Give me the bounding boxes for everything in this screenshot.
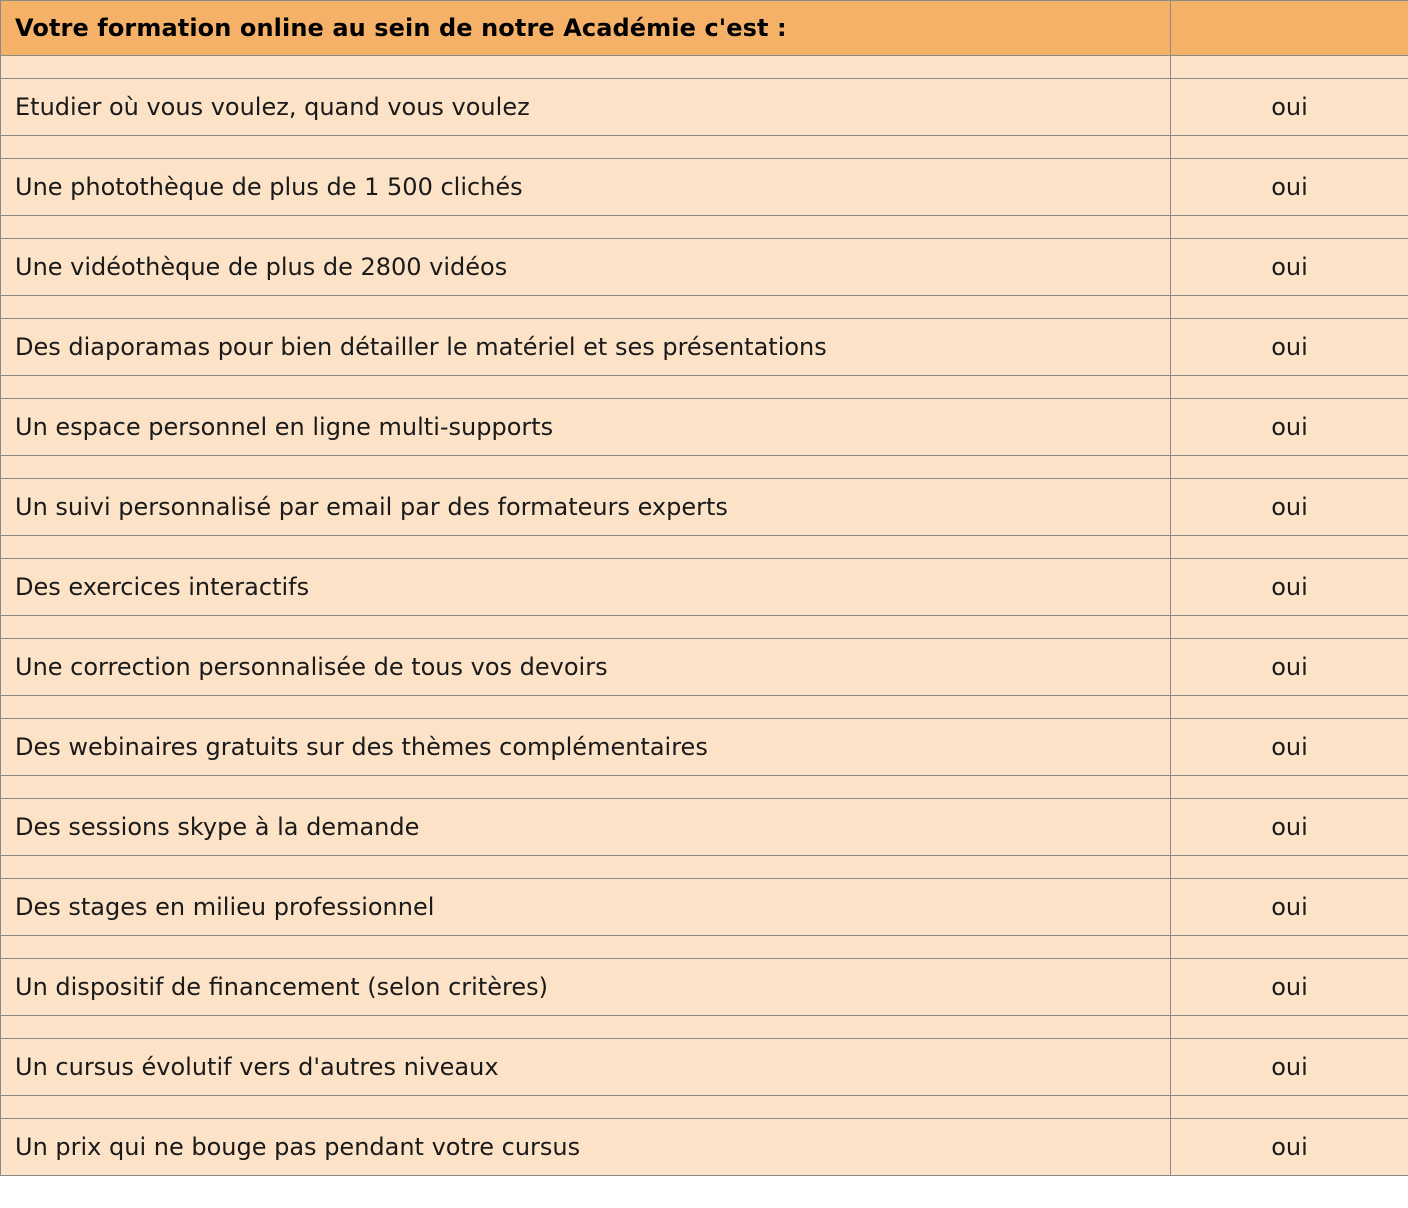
- table-body: [1, 1, 1408, 1176]
- spacer-cell-left: [1, 536, 1171, 559]
- spacer-cell-right: [1171, 456, 1408, 479]
- spacer-row: [1, 136, 1408, 159]
- spacer-cell-right: [1171, 296, 1408, 319]
- feature-label: Des webinaires gratuits sur des thèmes complémentaires: [1, 719, 1171, 776]
- table-row: [1, 639, 1408, 696]
- table-row: [1, 879, 1408, 936]
- feature-label: Un prix qui ne bouge pas pendant votre cursus: [1, 1119, 1171, 1176]
- spacer-cell-left: [1, 136, 1171, 159]
- feature-value: oui: [1171, 559, 1408, 616]
- spacer-row: [1, 696, 1408, 719]
- spacer-row: [1, 56, 1408, 79]
- table-row: [1, 159, 1408, 216]
- spacer-row: [1, 216, 1408, 239]
- spacer-cell-right: [1171, 376, 1408, 399]
- feature-label: Des sessions skype à la demande: [1, 799, 1171, 856]
- feature-label: Etudier où vous voulez, quand vous voulez: [1, 79, 1171, 136]
- spacer-cell-left: [1, 616, 1171, 639]
- table-row: [1, 399, 1408, 456]
- table-row: [1, 1039, 1408, 1096]
- feature-label: Des stages en milieu professionnel: [1, 879, 1171, 936]
- spacer-cell-left: [1, 776, 1171, 799]
- spacer-cell-right: [1171, 856, 1408, 879]
- feature-value: oui: [1171, 239, 1408, 296]
- table-row: [1, 799, 1408, 856]
- feature-label: Une vidéothèque de plus de 2800 vidéos: [1, 239, 1171, 296]
- feature-label: Une photothèque de plus de 1 500 clichés: [1, 159, 1171, 216]
- feature-value: oui: [1171, 1119, 1408, 1176]
- table-row: [1, 559, 1408, 616]
- table-row: [1, 1119, 1408, 1176]
- feature-value: oui: [1171, 959, 1408, 1016]
- spacer-cell-left: [1, 936, 1171, 959]
- spacer-row: [1, 1016, 1408, 1039]
- spacer-row: [1, 856, 1408, 879]
- feature-value: oui: [1171, 1039, 1408, 1096]
- feature-value: oui: [1171, 719, 1408, 776]
- spacer-cell-left: [1, 56, 1171, 79]
- spacer-cell-right: [1171, 56, 1408, 79]
- table-title-cell: Votre formation online au sein de notre Académie c'est :: [1, 1, 1171, 56]
- spacer-cell-right: [1171, 216, 1408, 239]
- spacer-row: [1, 1096, 1408, 1119]
- feature-label: Un dispositif de financement (selon critères): [1, 959, 1171, 1016]
- spacer-cell-right: [1171, 696, 1408, 719]
- feature-value: oui: [1171, 79, 1408, 136]
- feature-label: Des exercices interactifs: [1, 559, 1171, 616]
- spacer-cell-right: [1171, 616, 1408, 639]
- feature-label: Un cursus évolutif vers d'autres niveaux: [1, 1039, 1171, 1096]
- feature-value: oui: [1171, 799, 1408, 856]
- feature-label: Des diaporamas pour bien détailler le matériel et ses présentations: [1, 319, 1171, 376]
- spacer-cell-right: [1171, 1096, 1408, 1119]
- spacer-row: [1, 296, 1408, 319]
- feature-value: oui: [1171, 639, 1408, 696]
- feature-label: Un espace personnel en ligne multi-supports: [1, 399, 1171, 456]
- feature-value: oui: [1171, 479, 1408, 536]
- feature-value: oui: [1171, 879, 1408, 936]
- spacer-cell-right: [1171, 776, 1408, 799]
- spacer-row: [1, 616, 1408, 639]
- feature-label: Une correction personnalisée de tous vos devoirs: [1, 639, 1171, 696]
- spacer-cell-right: [1171, 536, 1408, 559]
- table-row: [1, 79, 1408, 136]
- spacer-cell-left: [1, 296, 1171, 319]
- spacer-row: [1, 376, 1408, 399]
- table-row: [1, 719, 1408, 776]
- spacer-cell-right: [1171, 1016, 1408, 1039]
- table-row: [1, 319, 1408, 376]
- spacer-row: [1, 456, 1408, 479]
- spacer-cell-right: [1171, 136, 1408, 159]
- spacer-row: [1, 776, 1408, 799]
- spacer-row: [1, 536, 1408, 559]
- table-row: [1, 239, 1408, 296]
- spacer-row: [1, 936, 1408, 959]
- feature-label: Un suivi personnalisé par email par des formateurs experts: [1, 479, 1171, 536]
- spacer-cell-left: [1, 376, 1171, 399]
- table-row: [1, 959, 1408, 1016]
- spacer-cell-left: [1, 856, 1171, 879]
- table-row: [1, 479, 1408, 536]
- spacer-cell-left: [1, 1096, 1171, 1119]
- feature-value: oui: [1171, 159, 1408, 216]
- table-header-value-cell: [1171, 1, 1408, 56]
- spacer-cell-left: [1, 1016, 1171, 1039]
- spacer-cell-left: [1, 456, 1171, 479]
- spacer-cell-left: [1, 696, 1171, 719]
- table-header-row: [1, 1, 1408, 56]
- spacer-cell-left: [1, 216, 1171, 239]
- feature-value: oui: [1171, 319, 1408, 376]
- spacer-cell-right: [1171, 936, 1408, 959]
- feature-value: oui: [1171, 399, 1408, 456]
